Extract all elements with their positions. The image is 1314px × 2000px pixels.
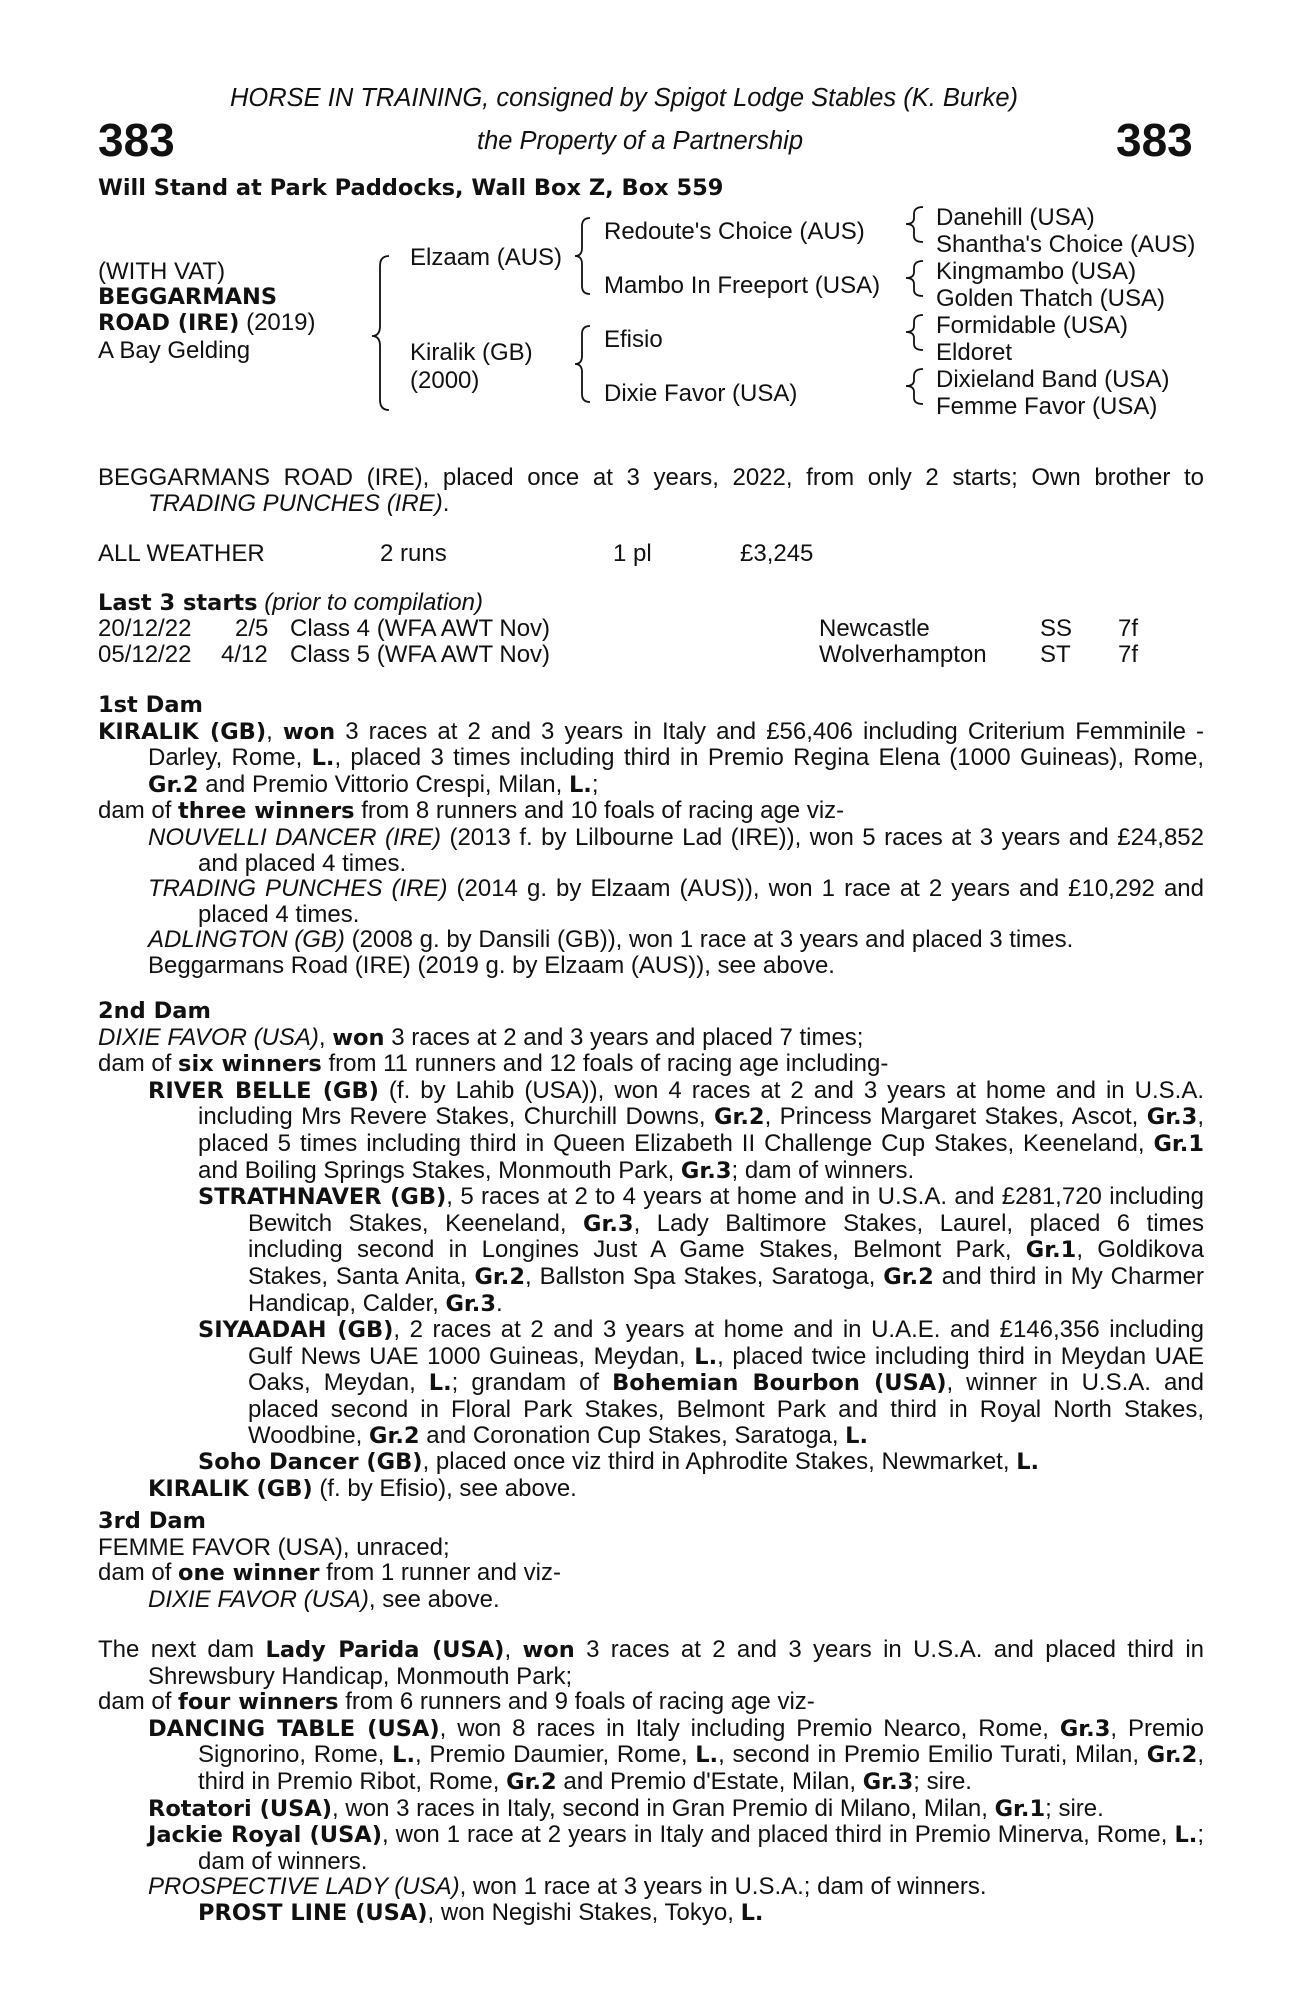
start-race: Class 4 (WFA AWT Nov) [290,615,551,642]
txt: and Coronation Cup Stakes, Saratoga, [419,1421,846,1449]
grade: L. [694,1343,718,1370]
txt: from 6 runners and 9 foals of racing age viz- [338,1688,815,1716]
start-course: Newcastle [819,615,930,642]
winners-count: one winner [178,1560,320,1587]
txt: , won 1 race at 2 years in Italy and placed third in Premio Minerva, Rome, [381,1821,1175,1849]
sire-dam-sire: Kingmambo (USA) [936,258,1137,285]
horse-description: A Bay Gelding [98,337,251,364]
progeny-name: PROST LINE (USA) [198,1899,428,1926]
record-surface: ALL WEATHER [98,540,265,567]
txt: , second in Premio Emilio Turati, Milan, [718,1741,1147,1769]
sire-dam-dam: Golden Thatch (USA) [936,285,1165,312]
next-dam-section [98,1637,1204,1927]
dam-dam-sire: Dixieland Band (USA) [936,366,1170,393]
sire-sire: Redoute's Choice (AUS) [604,218,865,245]
start-date: 20/12/22 [98,615,192,642]
txt: and Premio Vittorio Crespi, Milan, [198,770,569,798]
third-dam-section [98,1509,1204,1612]
grade: Gr.2 [368,1422,420,1449]
dam-year: (2000) [410,367,480,394]
grade: Gr.2 [506,1768,557,1795]
dam-dam-dam: Femme Favor (USA) [936,393,1158,420]
summary-end: . [442,489,450,517]
txt: from 1 runner and viz- [319,1559,561,1587]
txt: , Lady Baltimore Stakes, Laurel, placed 6 times including second in Longines Just A Game Stakes, Belmont Park, [248,1209,1204,1264]
dam-name: KIRALIK (GB) [98,718,267,745]
txt: and Premio d'Estate, Milan, [556,1767,863,1795]
txt: (f. by Lahib (USA)), won 4 races at 2 and 3 years at home and in U.S.A. including Mrs Revere Stakes, Churchill Downs, [198,1076,1204,1131]
progeny-name: TRADING PUNCHES (IRE) [148,875,448,903]
grade: Gr.2 [1146,1742,1198,1769]
txt: from 8 runners and 10 foals of racing age viz- [354,797,845,825]
grade: Gr.1 [1025,1237,1077,1264]
start-race: Class 5 (WFA AWT Nov) [290,641,551,668]
progeny-name: RIVER BELLE (GB) [148,1077,379,1104]
horse-name-part2: ROAD (IRE) [98,310,240,336]
txt: 3 races at 2 and 3 years in Italy and £56,406 including Criterium Femminile - Darley, Rome, [148,717,1204,772]
progeny-name: KIRALIK (GB) [148,1475,313,1502]
grade: L. [428,1370,452,1397]
txt: ; sire. [913,1767,972,1795]
progeny-name: NOUVELLI DANCER (IRE) [148,823,441,851]
start-position: 4/12 [221,641,268,668]
won-label: won [332,1024,385,1051]
txt: , won 3 races in Italy, second in Gran Premio di Milano, Milan, [332,1794,995,1822]
grade: L. [311,745,335,772]
start-date: 05/12/22 [98,641,192,668]
dam-dam: Dixie Favor (USA) [604,380,798,407]
txt: , placed once viz third in Aphrodite Stakes, Newmarket, [422,1448,1017,1476]
dam-name: DIXIE FAVOR (USA) [98,1023,319,1051]
horse-name-line1: BEGGARMANS [98,284,278,310]
txt: , Princess Margaret Stakes, Ascot, [764,1103,1147,1131]
dam-line: FEMME FAVOR (USA), unraced; [98,1533,450,1561]
grade: L. [568,771,592,798]
progeny-name: DANCING TABLE (USA) [148,1715,440,1742]
record-placed: 1 pl [613,540,652,567]
grade: Gr.2 [474,1263,526,1290]
txt: (2013 f. by Lilbourne Lad (IRE)), won 5 races at 3 years and £24,852 and placed 4 times. [198,823,1205,877]
txt: , won 1 race at 3 years in U.S.A.; dam of winners. [459,1873,987,1901]
won-label: won [282,718,336,745]
txt: , placed twice including third in Meydan UAE Oaks, Meydan, [248,1342,1205,1397]
grade: L. [695,1742,719,1769]
txt: and Boiling Springs Stakes, Monmouth Park, [198,1156,681,1184]
foaling-year: (2019) [239,309,316,336]
txt: from 11 runners and 12 foals of racing age including- [321,1050,889,1078]
txt: 3 races at 2 and 3 years in U.S.A. and placed third in Shrewsbury Handicap, Monmouth Park; [148,1636,1205,1690]
grade: Gr.3 [862,1768,914,1795]
progeny-name: STRATHNAVER (GB) [198,1184,447,1211]
grade: Gr.3 [680,1157,732,1184]
txt: ; dam of winners. [731,1156,915,1184]
txt: , third in Premio Ribot, Rome, [198,1741,1204,1795]
txt: dam of [98,1559,179,1587]
txt: , placed 3 times including third in Premio Regina Elena (1000 Guineas), Rome, [334,744,1204,772]
dam-sire: Efisio [604,326,663,353]
brother-name: TRADING PUNCHES (IRE) [148,489,443,517]
first-dam-heading: 1st Dam [98,692,203,718]
txt: , winner in U.S.A. and placed second in Floral Park Stakes, Belmont Park and third in Royal North Stakes, Woodbine, [248,1369,1204,1449]
start-distance: 7f [1118,615,1139,642]
txt: , [266,717,283,745]
last-starts-heading [98,590,483,616]
dam: Kiralik (GB) [410,339,533,366]
txt: and third in My Charmer Handicap, Calder, [248,1262,1204,1317]
txt: dam of [98,1688,179,1716]
txt: , won 8 races in Italy including Premio Nearco, Rome, [439,1714,1060,1742]
sire-dam: Mambo In Freeport (USA) [604,272,881,299]
grade: Gr.1 [1153,1130,1204,1157]
last-starts-note: (prior to compilation) [257,589,483,616]
progeny-name: Soho Dancer (GB) [198,1449,423,1476]
progeny-entry: Beggarmans Road (IRE) (2019 g. by Elzaam (AUS)), see above. [148,951,835,979]
grade: Gr.3 [1059,1715,1111,1742]
txt: , Premio Signorino, Rome, [198,1714,1204,1769]
grand-progeny: Bohemian Bourbon (USA) [612,1370,947,1397]
progeny-name: SIYAADAH (GB) [198,1317,394,1344]
second-dam-heading: 2nd Dam [98,998,211,1024]
grade: L. [845,1422,869,1449]
txt: , [318,1023,333,1051]
grade: L. [392,1742,416,1769]
progeny-name: Jackie Royal (USA) [148,1822,382,1849]
start-course: Wolverhampton [819,641,987,668]
summary-text: BEGGARMANS ROAD (IRE), placed once at 3 years, 2022, from only 2 starts; Own brother to [98,464,1204,491]
grade: L. [740,1899,764,1926]
lot-number-right: 383 [1116,114,1193,166]
sire: Elzaam (AUS) [410,244,563,271]
winners-count: four winners [178,1689,339,1716]
txt: 3 races at 2 and 3 years and placed 7 times; [384,1023,864,1051]
txt: , see above. [368,1585,500,1613]
progeny-name: PROSPECTIVE LADY (USA) [148,1873,460,1901]
txt: , [504,1636,523,1663]
start-distance: 7f [1118,641,1139,668]
txt: , 5 races at 2 to 4 years at home and in U.S.A. and £281,720 including Bewitch Stakes, Keeneland, [248,1183,1204,1237]
grade: Gr.3 [1146,1104,1198,1131]
txt: ; sire. [1045,1794,1104,1822]
third-dam-heading: 3rd Dam [98,1508,206,1534]
summary-paragraph [98,465,1204,516]
grade: Gr.1 [994,1795,1046,1822]
progeny-name: Rotatori (USA) [148,1795,333,1822]
txt: ; grandam of [451,1369,613,1397]
catalogue-subtitle: the Property of a Partnership [477,127,804,155]
txt: The next dam [98,1636,266,1663]
catalogue-title: HORSE IN TRAINING, consigned by Spigot Lodge Stables (K. Burke) [230,84,1019,112]
dam-sire-sire: Formidable (USA) [936,312,1129,339]
txt: dam of [98,797,179,825]
txt: . [496,1289,503,1317]
start-surface: ST [1040,641,1071,668]
grade: L. [1016,1449,1040,1476]
lot-number-left: 383 [98,114,175,166]
txt: , Ballston Spa Stakes, Saratoga, [525,1262,884,1290]
grade: Gr.3 [445,1290,497,1317]
txt: dam of [98,1050,179,1078]
grade: Gr.3 [583,1210,634,1237]
dam-name: Lady Parida (USA) [265,1637,505,1663]
winners-count: six winners [178,1051,322,1078]
start-surface: SS [1040,615,1073,642]
winners-count: three winners [178,798,355,825]
last-starts-title: Last 3 starts [98,590,258,616]
grade: Gr.2 [714,1104,765,1131]
txt: , placed 5 times including third in Queen Elizabeth II Challenge Cup Stakes, Keeneland, [198,1103,1204,1157]
first-dam-section [98,693,1204,979]
grade: L. [1174,1822,1198,1849]
txt: ; [591,770,599,798]
txt: (2008 g. by Dansili (GB)), won 1 race at 3 years and placed 3 times. [344,926,1074,954]
record-prize: £3,245 [740,540,814,567]
txt: , 2 races at 2 and 3 years at home and in U.A.E. and £146,356 including Gulf News UAE 1000 Guineas, Meydan, [248,1316,1205,1370]
record-runs: 2 runs [380,540,447,567]
won-label: won [522,1637,575,1663]
txt: (f. by Efisio), see above. [312,1474,577,1502]
progeny-name: ADLINGTON (GB) [148,926,345,954]
progeny-name: DIXIE FAVOR (USA) [148,1585,369,1613]
txt: ; dam of winners. [198,1821,1205,1875]
grade: Gr.2 [148,771,199,798]
sire-sire-dam: Shantha's Choice (AUS) [936,231,1196,258]
second-dam-section [98,999,1204,1502]
sire-sire-sire: Danehill (USA) [936,204,1095,231]
vat-label: (WITH VAT) [98,258,226,285]
txt: (2014 g. by Elzaam (AUS)), won 1 race at 2 years and £10,292 and placed 4 times. [198,875,1204,928]
txt: , Goldikova Stakes, Santa Anita, [248,1236,1205,1290]
grade: Gr.2 [883,1263,934,1290]
txt: , Premio Daumier, Rome, [415,1741,696,1769]
dam-sire-dam: Eldoret [936,339,1013,366]
start-position: 2/5 [235,615,269,642]
txt: , won Negishi Stakes, Tokyo, [427,1898,741,1926]
stand-location: Will Stand at Park Paddocks, Wall Box Z, Box 559 [98,175,724,201]
